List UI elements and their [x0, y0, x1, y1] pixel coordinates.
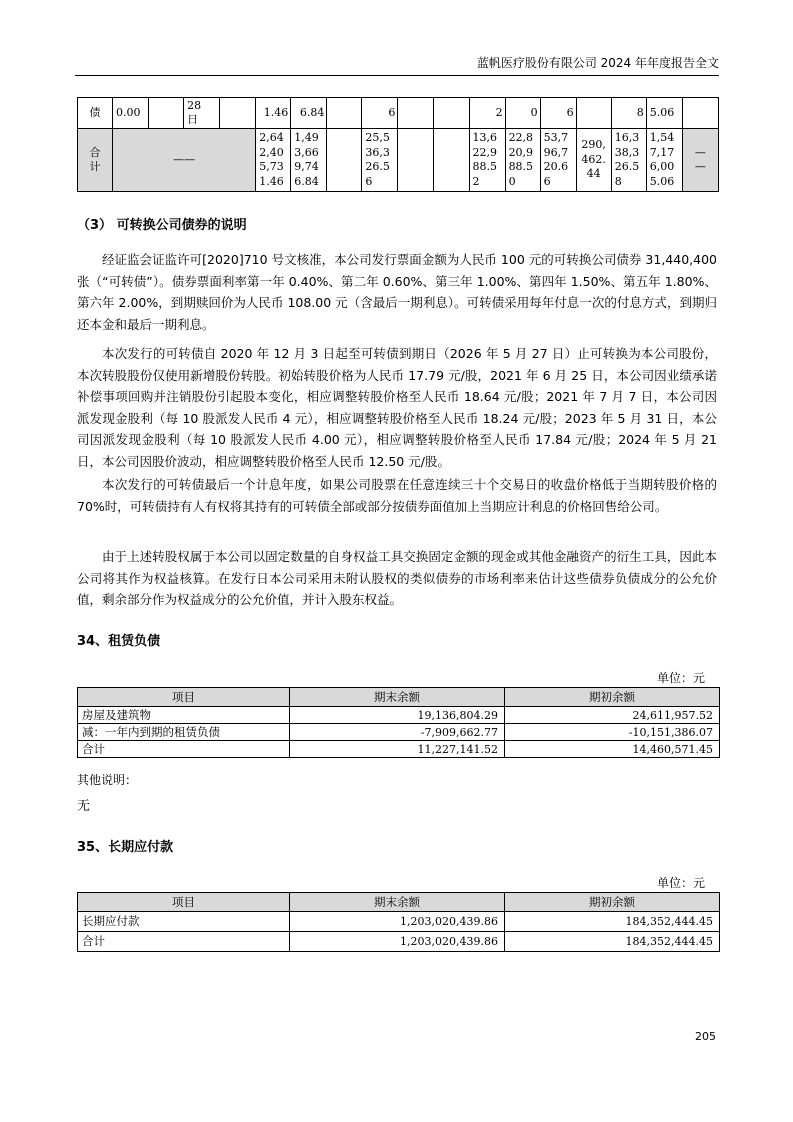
table-cell: 13,6 22,9 88.5 2	[469, 129, 505, 192]
table-cell: 6	[362, 98, 398, 129]
total-label-cell: 合 计	[78, 129, 113, 192]
table-cell: 长期应付款	[78, 912, 290, 932]
table-cell: 1,203,020,439.86	[290, 932, 505, 952]
table-cell: 6.84	[291, 98, 327, 129]
table-cell: 1.46	[256, 98, 291, 129]
table-row	[78, 707, 720, 724]
bond-table	[77, 97, 719, 192]
table-cell: — —	[682, 129, 718, 192]
table-cell	[398, 129, 434, 192]
table-cell	[434, 129, 469, 192]
table-cell: 2	[469, 98, 505, 129]
unit-label: 单位：元	[656, 876, 705, 890]
section-heading-convertible: （3） 可转换公司债券的说明	[77, 218, 247, 233]
table-cell: 1,54 7,17 6,00 5.06	[646, 129, 682, 192]
table-row	[78, 741, 720, 758]
table-cell: 14,460,571.45	[505, 741, 720, 758]
paragraph: 经证监会证监许可[2020]710 号文核准，本公司发行票面金额为人民币 100 元的可转换公司债券 31,440,400张（“可转债”）。债券票面利率第一年 0.40%、第二年 0.60%、第三年 1.00%、第四年 1.50%、第五年 1.80%、第六年 2.00%，到期赎回价为人民币 108.00 元（含最后一期利息）。可转债采用每年付息一次的付息方式，到期归还本金和最后一期利息。	[77, 252, 717, 332]
table-row	[78, 98, 719, 129]
table-row	[78, 724, 720, 741]
table-cell	[576, 98, 611, 129]
table-cell	[434, 98, 469, 129]
table-cell: 184,352,444.45	[505, 912, 720, 932]
paragraph: 由于上述转股权属于本公司以固定数量的自身权益工具交换固定金额的现金或其他金融资产的衍生工具，因此本公司将其作为权益核算。在发行日本公司采用未附认股权的类似债券的市场利率来估计这些债券负债成分的公允价值，剩余部分作为权益成分的公允价值，并计入股东权益。	[77, 549, 717, 607]
table-cell: 2,64 2,40 5,73 1.46	[256, 129, 291, 192]
table-cell: 25,5 36,3 26.5 6	[362, 129, 398, 192]
table-cell: 16,3 38,3 26.5 8	[611, 129, 646, 192]
section-heading-lease: 34、租赁负债	[77, 634, 161, 649]
table-header-row	[78, 893, 720, 912]
table-cell	[220, 98, 256, 129]
column-header: 项目	[78, 688, 290, 707]
table-cell: 减：一年内到期的租赁负债	[78, 724, 290, 741]
table-cell: 184,352,444.45	[505, 932, 720, 952]
column-header: 项目	[78, 893, 290, 912]
paragraph: 本次发行的可转债最后一个计息年度，如果公司股票在任意连续三十个交易日的收盘价格低于当期转股价格的 70%时，可转债持有人有权将其持有的可转债全部或部分按债券面值加上当期应计利息的价格回售给公司。	[77, 477, 717, 514]
bond-name-cell: 债	[78, 98, 113, 129]
table-cell: 8	[611, 98, 646, 129]
table-cell: 6	[540, 98, 576, 129]
table-row-total	[78, 129, 719, 192]
table-cell	[327, 129, 362, 192]
table-cell	[149, 98, 184, 129]
column-header: 期初余额	[505, 893, 720, 912]
unit-label: 单位：元	[656, 671, 705, 685]
table-cell: 290, 462. 44	[576, 129, 611, 192]
table-cell: 24,611,957.52	[505, 707, 720, 724]
table-cell: 19,136,804.29	[290, 707, 505, 724]
section-heading-longterm: 35、长期应付款	[77, 840, 174, 855]
table-cell: 1,203,020,439.86	[290, 912, 505, 932]
table-cell: 房屋及建筑物	[78, 707, 290, 724]
other-notes-value: 无	[77, 799, 91, 814]
table-cell	[682, 98, 718, 129]
table-cell: 1,49 3,66 9,74 6.84	[291, 129, 327, 192]
table-cell: 22,8 20,9 88.5 0	[505, 129, 540, 192]
paragraph: 本次发行的可转债自 2020 年 12 月 3 日起至可转债到期日（2026 年 5 月 27 日）止可转换为本公司股份，本次转股股份仅使用新增股份转股。初始转股价格为人民币 17.79 元/股，2021 年 6 月 25 日，本公司因业绩承诺补偿事项回购并注销股份引起股本变化，相应调整转股价格至人民币 18.64 元/股；2021 年 7 月 7 日，本公司因派发现金股利（每 10 股派发人民币 4 元），相应调整转股价格至人民币 18.24 元/股；2023 年 5 月 31 日，本公司因派发现金股利（每 10 股派发人民币 4.00 元），相应调整转股价格至人民币 17.84 元/股；2024 年 5 月 21 日，本公司因股价波动，相应调整转股价格至人民币 12.50 元/股。	[77, 346, 717, 469]
table-cell: 合计	[78, 932, 290, 952]
column-header: 期末余额	[290, 688, 505, 707]
column-header: 期初余额	[505, 688, 720, 707]
table-header-row	[78, 688, 720, 707]
table-cell: -10,151,386.07	[505, 724, 720, 741]
table-cell	[327, 98, 362, 129]
table-cell: 53,7 96,7 20.6 6	[540, 129, 576, 192]
bond-date-cell: 28 日	[184, 98, 220, 129]
table-cell: 0	[505, 98, 540, 129]
longterm-payables-table	[77, 892, 720, 952]
bond-par-cell: 0.00	[113, 98, 149, 129]
column-header: 期末余额	[290, 893, 505, 912]
table-cell: -7,909,662.77	[290, 724, 505, 741]
other-notes-label: 其他说明：	[77, 773, 138, 787]
table-cell	[398, 98, 434, 129]
page-header	[75, 55, 719, 76]
table-cell: 合计	[78, 741, 290, 758]
table-cell: 11,227,141.52	[290, 741, 505, 758]
table-row	[78, 912, 720, 932]
table-cell: 5.06	[646, 98, 682, 129]
page-number: 205	[695, 1030, 716, 1043]
header-title: 蓝帆医疗股份有限公司 2024 年年度报告全文	[476, 56, 719, 70]
table-row	[78, 932, 720, 952]
total-dash-cell: ——	[113, 129, 256, 192]
lease-table	[77, 687, 720, 758]
